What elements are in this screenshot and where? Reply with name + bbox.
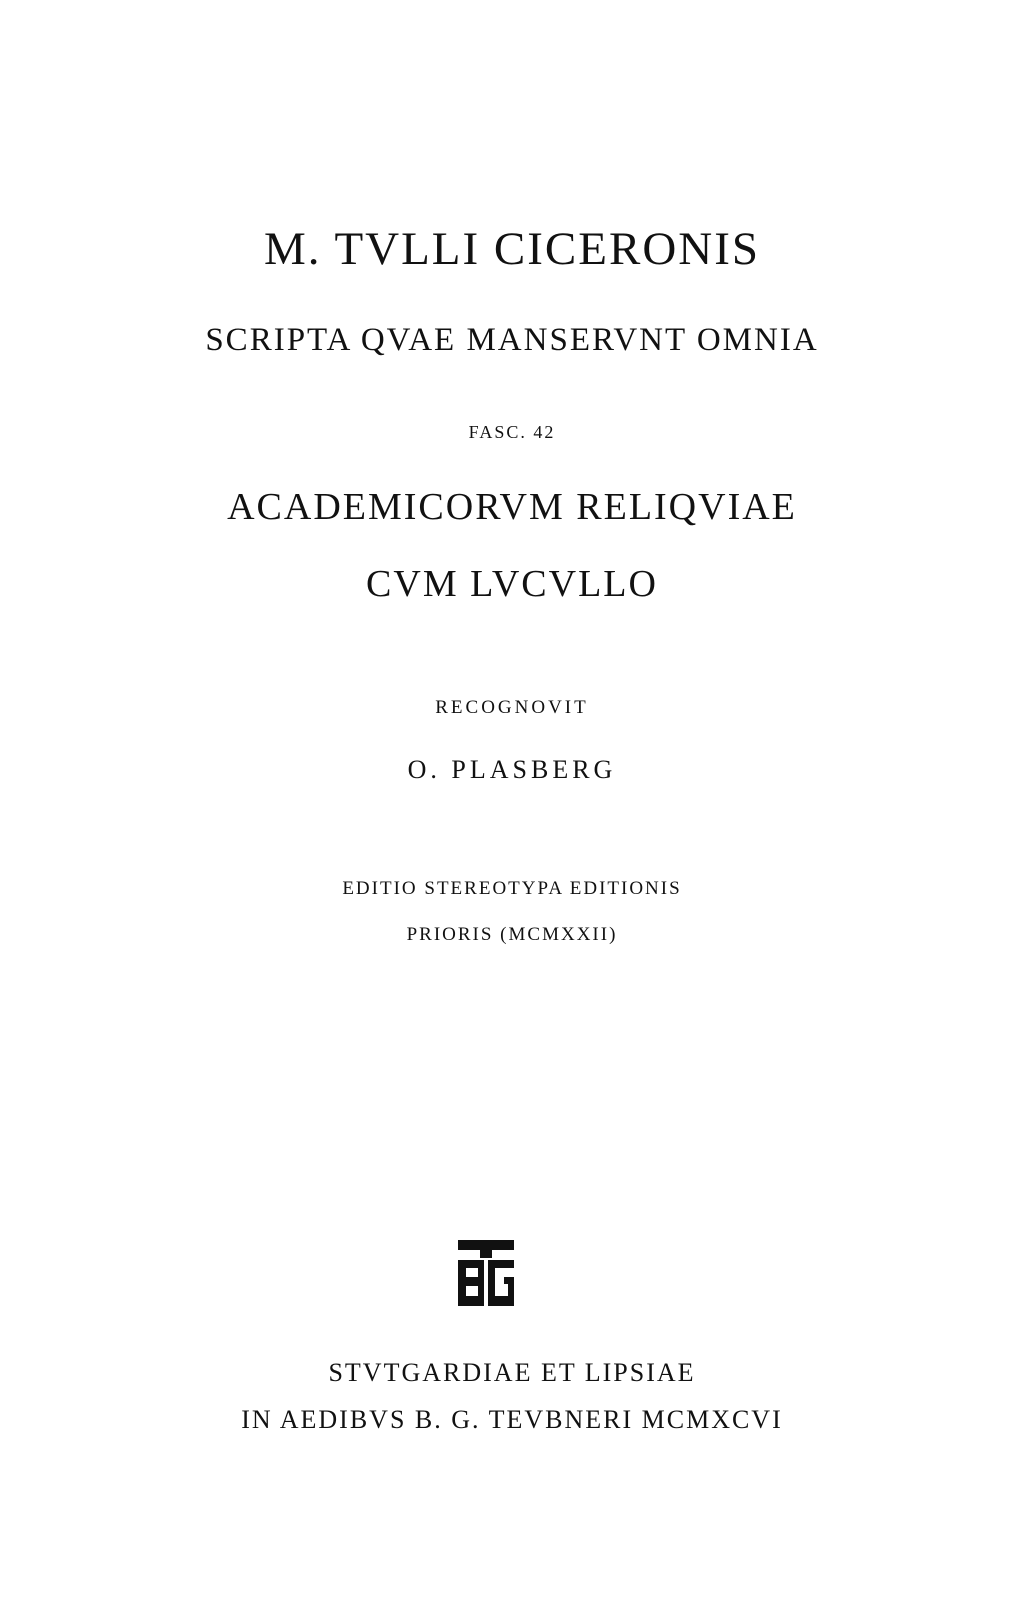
- editor-name: O. PLASBERG: [407, 755, 617, 784]
- recognovit-label: RECOGNOVIT: [435, 697, 589, 718]
- edition-note-line1: EDITIO STEREOTYPA EDITIONIS: [342, 878, 682, 899]
- teubner-monogram-icon: [458, 1240, 514, 1306]
- imprint-city: STVTGARDIAE ET LIPSIAE: [328, 1358, 696, 1387]
- imprint-publisher: IN AEDIBVS B. G. TEVBNERI MCMXCVI: [241, 1405, 783, 1434]
- edition-note-line2: PRIORIS (MCMXXII): [406, 924, 618, 945]
- fascicle-number: FASC. 42: [468, 422, 556, 442]
- work-title-line1: ACADEMICORVM RELIQVIAE: [227, 486, 797, 528]
- collection-title: SCRIPTA QVAE MANSERVNT OMNIA: [205, 322, 819, 358]
- author-heading: M. TVLLI CICERONIS: [264, 223, 760, 275]
- work-title-line2: CVM LVCVLLO: [366, 563, 658, 605]
